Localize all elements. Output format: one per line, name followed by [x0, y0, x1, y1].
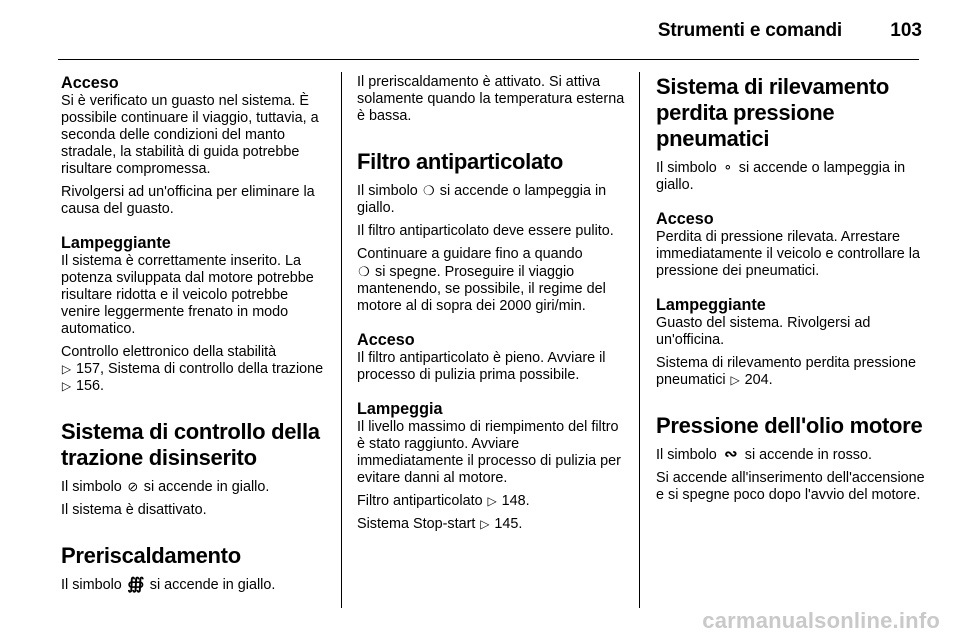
section-heading-lampeggiante: Lampeggiante	[61, 234, 171, 252]
diesel-particulate-filter-icon: ❍	[358, 264, 370, 279]
paragraph: Si è verificato un guasto nel sistema. È possibile continuare il viaggio, tuttavia, a seconda delle condizioni del manto stradale, la stabilità di guida potrebbe risultare compromessa.	[61, 93, 319, 177]
paragraph	[61, 478, 331, 496]
paragraph: Il sistema è disattivato.	[61, 502, 207, 518]
paragraph	[357, 246, 627, 315]
paragraph	[357, 516, 627, 533]
page-reference-arrow-icon: ▷	[480, 517, 490, 531]
glow-plug-icon: ∰	[127, 576, 145, 593]
traction-control-off-icon: ⊘	[127, 479, 139, 494]
page-header-title: Strumenti e comandi	[657, 20, 842, 41]
section-heading-acceso: Acceso	[656, 210, 714, 228]
watermark: carmanualsonline.info	[702, 608, 940, 633]
text: si spegne. Proseguire il viaggio mantenendo, se possibile, il regime del motore al di sopra dei 2000 giri/min.	[357, 264, 606, 314]
text: Il simbolo	[357, 183, 418, 199]
cross-reference-link[interactable]: 157, Sistema di controllo della trazione	[76, 361, 324, 377]
paragraph	[61, 344, 331, 395]
page-reference-arrow-icon: ▷	[61, 379, 72, 393]
section-heading-lampeggia: Lampeggia	[357, 400, 443, 418]
text: Continuare a guidare fino a quando	[357, 246, 583, 262]
text: Filtro antiparticolato	[357, 493, 483, 509]
cross-reference-link[interactable]: 148.	[501, 493, 530, 509]
paragraph	[357, 493, 627, 510]
paragraph	[656, 159, 926, 194]
text: si accende in giallo.	[143, 479, 270, 495]
page-reference-arrow-icon: ▷	[487, 494, 497, 508]
column-2	[357, 74, 627, 539]
text: Sistema Stop-start	[357, 516, 476, 532]
paragraph: Il livello massimo di riempimento del filtro è stato raggiunto. Avviare immediatamente il processo di pulizia per evitare danni al motore.	[357, 419, 621, 486]
paragraph: Guasto del sistema. Rivolgersi ad un'officina.	[656, 315, 871, 348]
page-reference-arrow-icon: ▷	[730, 373, 740, 387]
text: Il simbolo	[61, 577, 122, 593]
section-heading-preriscaldamento: Preriscaldamento	[61, 543, 241, 568]
section-heading-traction-control: Sistema di controllo della trazione disinserito	[61, 419, 320, 470]
section-heading-filtro-antiparticolato: Filtro antiparticolato	[357, 149, 564, 174]
header-rule	[58, 59, 919, 60]
tyre-pressure-icon: ⚬	[722, 160, 734, 175]
text: Il simbolo	[61, 479, 122, 495]
column-divider-1	[341, 72, 342, 608]
section-heading-lampeggiante: Lampeggiante	[656, 296, 766, 314]
column-divider-2	[639, 72, 640, 608]
paragraph: Il preriscaldamento è attivato. Si attiva solamente quando la temperatura esterna è bassa.	[357, 74, 625, 124]
section-heading-pressione-olio: Pressione dell'olio motore	[656, 413, 923, 438]
section-heading-tpms: Sistema di rilevamento perdita pressione pneumatici	[656, 74, 890, 151]
paragraph: Il sistema è correttamente inserito. La potenza sviluppata dal motore potrebbe risultare ridotta e il veicolo potrebbe venire leggermente frenato in modo automatico.	[61, 253, 314, 337]
text: Il simbolo	[656, 447, 717, 463]
oil-can-icon: ∾	[724, 446, 738, 463]
section-heading-acceso: Acceso	[61, 74, 119, 92]
text: si accende o lampeggia in giallo.	[656, 160, 906, 193]
text: si accende in rosso.	[744, 447, 872, 463]
text: Il simbolo	[656, 160, 717, 176]
page-number: 103	[890, 20, 922, 41]
paragraph	[61, 576, 331, 594]
paragraph: Perdita di pressione rilevata. Arrestare immediatamente il veicolo e controllare la pressione dei pneumatici.	[656, 229, 920, 279]
text: Controllo elettronico della stabilità	[61, 344, 277, 360]
cross-reference-link[interactable]: 204.	[744, 372, 773, 388]
section-heading-acceso: Acceso	[357, 331, 415, 349]
page-reference-arrow-icon: ▷	[61, 362, 72, 376]
text: si accende o lampeggia in giallo.	[357, 183, 607, 216]
paragraph	[656, 446, 926, 464]
paragraph	[656, 355, 926, 389]
paragraph: Il filtro antiparticolato deve essere pulito.	[357, 223, 614, 239]
text: Sistema di rilevamento perdita pressione pneumatici	[656, 355, 916, 388]
diesel-particulate-filter-icon: ❍	[422, 183, 435, 198]
paragraph	[357, 182, 627, 217]
cross-reference-link[interactable]: 156.	[76, 378, 105, 394]
text: si accende in giallo.	[149, 577, 276, 593]
paragraph: Il filtro antiparticolato è pieno. Avviare il processo di pulizia prima possibile.	[357, 350, 606, 383]
paragraph: Si accende all'inserimento dell'accensione e si spegne poco dopo l'avvio del motore.	[656, 470, 925, 503]
cross-reference-link[interactable]: 145.	[494, 516, 523, 532]
paragraph: Rivolgersi ad un'officina per eliminare la causa del guasto.	[61, 184, 315, 217]
column-1	[61, 74, 331, 600]
column-3	[656, 74, 926, 510]
